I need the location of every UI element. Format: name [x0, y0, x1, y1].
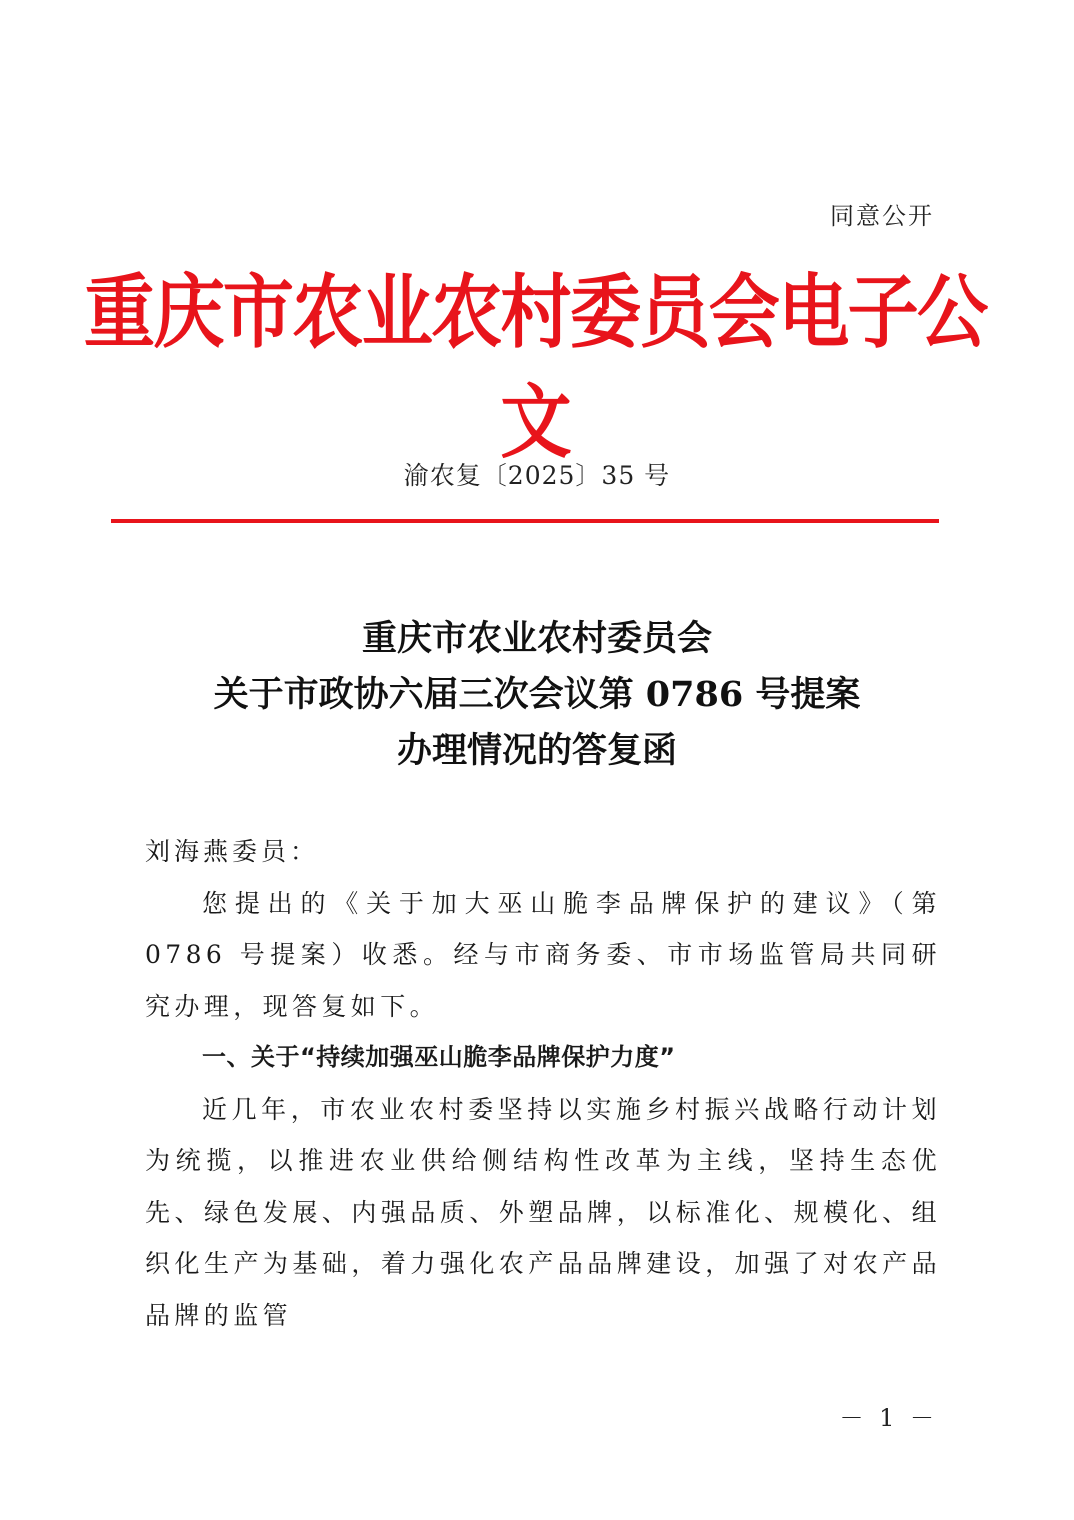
document-number: 渝农复〔2025〕35 号 [403, 461, 671, 490]
masthead-title: 重庆市农业农村委员会电子公文 [83, 266, 987, 469]
page-number: － 1 － [839, 1404, 938, 1432]
title-line-1: 重庆市农业农村委员会 [361, 618, 712, 659]
document-body [145, 826, 941, 1341]
disclosure-label: 同意公开 [830, 202, 934, 230]
paragraph-section-1: 近几年，市农业农村委坚持以实施乡村振兴战略行动计划为统揽，以推进农业供给侧结构性改革为主线，坚持生态优先、绿色发展、内强品质、外塑品牌，以标准化、规模化、组织化生产为基础，着力强化农产品品牌建设，加强了对农产品品牌的监管 [145, 1094, 941, 1330]
red-divider-line [111, 519, 939, 523]
section-heading-1: 一、关于“持续加强巫山脆李品牌保护力度” [202, 1043, 676, 1071]
salutation: 刘海燕委员： [145, 837, 320, 866]
paragraph-intro: 您提出的《关于加大巫山脆李品牌保护的建议》（第 0786 号提案）收悉。经与市商务委、市市场监管局共同研究办理，现答复如下。 [145, 888, 941, 1021]
title-line-3: 办理情况的答复函 [396, 730, 677, 771]
title-line-2: 关于市政协六届三次会议第 0786 号提案 [213, 674, 861, 715]
document-title [0, 611, 1074, 779]
